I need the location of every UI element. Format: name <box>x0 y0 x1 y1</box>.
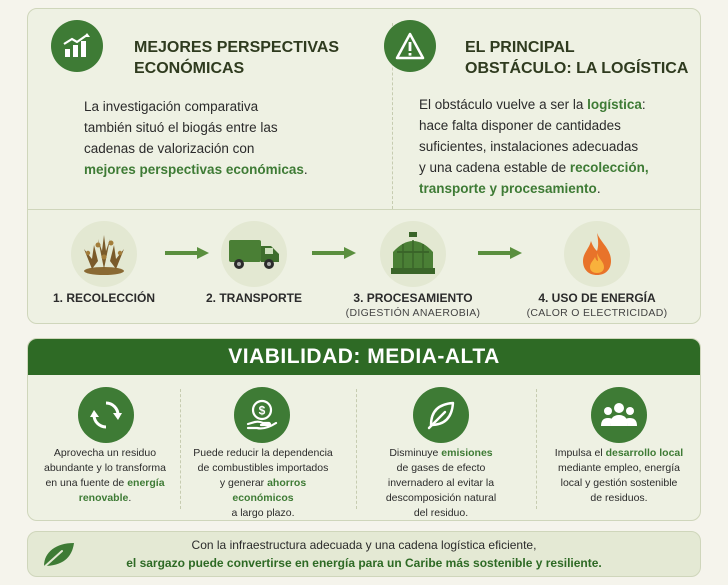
column-divider <box>356 389 357 509</box>
conclusion-line1: Con la infraestructura adecuada y una cadena logística eficiente, <box>191 538 537 552</box>
top-card <box>27 8 701 324</box>
step-label: 3. PROCESAMIENTO <box>353 291 473 305</box>
benefit-text-renewable: Aprovecha un residuo abundante y lo transforma en una fuente de energía renovable. <box>44 447 166 504</box>
column-divider <box>536 389 537 509</box>
column-divider <box>180 389 181 509</box>
left-panel-title: MEJORES PERSPECTIVAS ECONÓMICAS <box>134 39 340 77</box>
arrow-right-icon <box>478 247 522 259</box>
step-label: 4. USO DE ENERGÍA <box>538 291 656 305</box>
step-label: 1. RECOLECCIÓN <box>52 291 155 305</box>
step-label: 2. TRANSPORTE <box>205 291 302 305</box>
svg-text:$: $ <box>258 403 266 418</box>
arrow-right-icon <box>165 247 209 259</box>
viability-card <box>27 338 701 521</box>
community-icon <box>591 387 647 443</box>
right-panel-text: El obstáculo vuelve a ser la logística: hace falta disponer de cantidades suficientes, instalaciones adecuadas y una cadena estable de recolección, transporte y procesamiento. <box>419 97 649 196</box>
section-divider <box>28 209 700 210</box>
biodigester-icon <box>380 221 446 287</box>
conclusion-banner <box>27 531 701 577</box>
left-panel-text: La investigación comparativa también situó el biogás entre las cadenas de valorización con mejores perspectivas económicas. <box>84 99 308 177</box>
step-sublabel: (CALOR O ELECTRICIDAD) <box>526 307 668 319</box>
flame-icon <box>564 221 630 287</box>
growth-chart-icon <box>51 20 103 72</box>
truck-icon <box>221 221 287 287</box>
right-panel-title: EL PRINCIPAL OBSTÁCULO: LA LOGÍSTICA <box>465 39 689 77</box>
benefit-text-emissions: Disminuye emisiones de gases de efecto invernadero al evitar la descomposición natural del residuo. <box>385 447 497 519</box>
conclusion-line2: el sargazo puede convertirse en energía para un Caribe más sostenible y resiliente. <box>126 556 602 570</box>
warning-icon <box>384 20 436 72</box>
money-hand-icon <box>234 387 290 443</box>
leaf-icon <box>413 387 469 443</box>
recycle-icon <box>78 387 134 443</box>
benefit-text-local-development: Impulsa el desarrollo local mediante empleo, energía local y gestión sostenible de residuos. <box>554 447 684 504</box>
benefit-text-savings: Puede reducir la dependencia de combustibles importados y generar ahorros económicos a largo plazo. <box>193 447 333 519</box>
arrow-right-icon <box>312 247 356 259</box>
step-sublabel: (DIGESTIÓN ANAEROBIA) <box>345 307 481 319</box>
viability-banner: VIABILIDAD: MEDIA-ALTA <box>28 339 700 375</box>
seaweed-icon <box>71 221 137 287</box>
